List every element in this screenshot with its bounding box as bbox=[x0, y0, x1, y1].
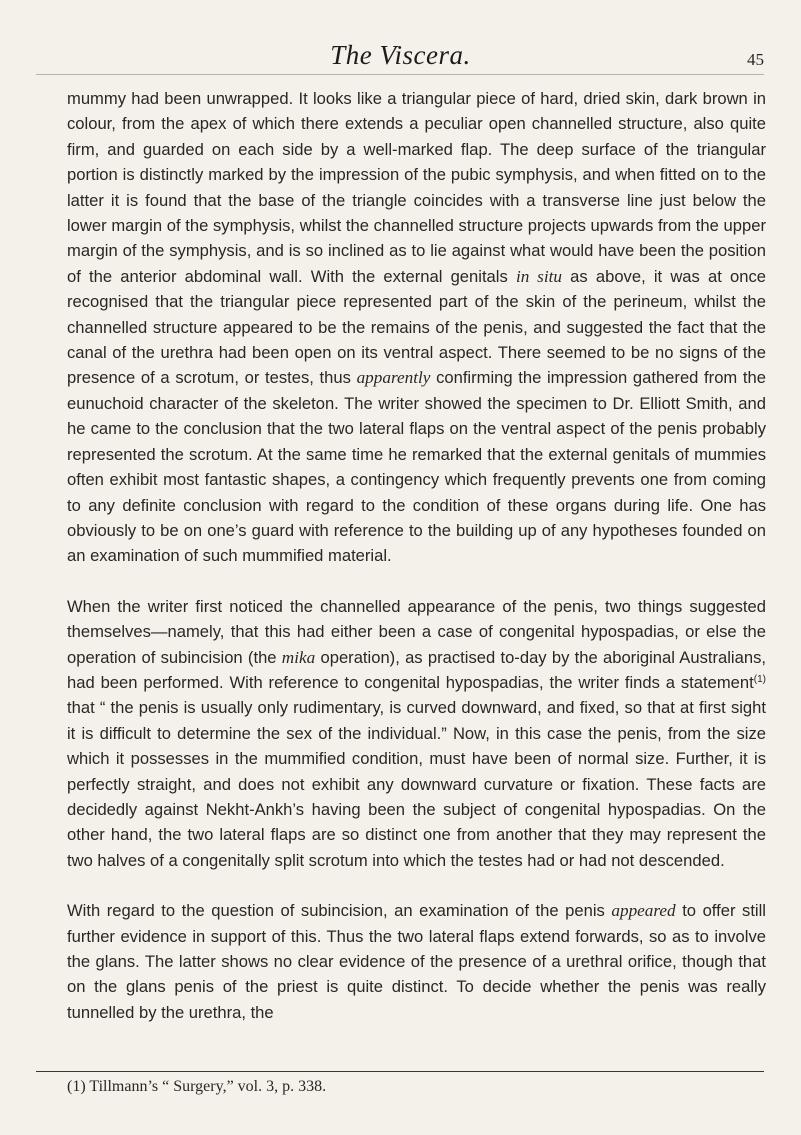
paragraph-1-text-b: as above, it was at once recognised that the triangular piece represented part of the skin of the perineum, whilst the channelled structure appeared to be the remains of the penis, and suggested the fact that the canal of the urethra had been open on its ventral aspect. There seemed to be no signs of the presence of a scrotum, or testes, thus bbox=[67, 266, 766, 388]
paragraph-1 bbox=[67, 86, 766, 569]
italic-mika: mika bbox=[281, 647, 316, 667]
paragraph-3-text-b: to offer still further evidence in support of this. Thus the two lateral flaps extend forwards, so as to involve the glans. The latter shows no clear evidence of the presence of a urethral orifice, though that on the glans penis of the priest is quite distinct. To decide whether the penis was really tunnelled by the urethra, the bbox=[67, 901, 766, 1022]
paragraph-2-text-a: When the writer first noticed the channelled appearance of the penis, two things suggested themselves—namely, that this had either been a case of congenital hypospadias, or else the operation of subincision (the bbox=[67, 596, 766, 667]
footnote-reference: (1) bbox=[753, 673, 766, 685]
paragraph-2 bbox=[67, 594, 766, 873]
header-rule bbox=[36, 74, 764, 75]
paragraph-3 bbox=[67, 898, 766, 1025]
paragraph-1-text-a: mummy had been unwrapped. It looks like a triangular piece of hard, dried skin, dark brown in colour, from the apex of which there extends a peculiar open channelled structure, also quite firm, and guarded on each side by a well-marked flap. The deep surface of the triangular portion is distinctly marked by the impression of the pubic symphysis, and when fitted on to the latter it is found that the base of the triangle coincides with a transverse line just below the lower margin of the symphysis, whilst the channelled structure projects upwards from the upper margin of the symphysis, and is so inclined as to lie against what would have been the position of the anterior abdominal wall. With the external genitals bbox=[67, 89, 766, 286]
running-head-title: The Viscera. bbox=[330, 40, 471, 70]
italic-apparently: apparently bbox=[356, 368, 431, 388]
page-number: 45 bbox=[747, 50, 764, 69]
footnote: (1) Tillmann’s “ Surgery,” vol. 3, p. 338. bbox=[67, 1078, 327, 1095]
paragraph-3-text-a: With regard to the question of subincision, an examination of the penis bbox=[67, 901, 612, 921]
footnote-rule bbox=[36, 1071, 764, 1072]
paragraph-2-text-c: that “ the penis is usually only rudimentary, is curved downward, and fixed, so that at first sight it is difficult to determine the sex of the individual.” Now, in this case the penis, from the size which it possesses in the mummified condition, must have been of normal size. Further, it is perfectly straight, and does not exhibit any downward curvature or fixation. These facts are decidedly against Nekht-Ankh’s having been the subject of congenital hypospadias. On the other hand, the two lateral flaps are so distinct one from another that they may represent the two halves of a congenitally split scrotum into which the testes had or had not descended. bbox=[67, 698, 766, 870]
paragraph-2-text-b: operation), as practised to-day by the aboriginal Australians, had been performed. With reference to congenital hypospadias, the writer finds a statement bbox=[67, 647, 766, 692]
italic-in-situ: in situ bbox=[515, 266, 562, 286]
body-text bbox=[67, 86, 766, 1025]
paragraph-1-text-c: confirming the impression gathered from the eunuchoid character of the skeleton. The writer showed the specimen to Dr. Elliott Smith, and he came to the conclusion that the two lateral flaps on the ventral aspect of the penis probably represented the scrotum. At the same time he remarked that the external genitals of mummies often exhibit most fantastic shapes, a contingency which frequently prevents one from coming to any definite conclusion with regard to the condition of these organs during life. One has obviously to be on one’s guard with reference to the building up of any hypotheses founded on an examination of such mummified material. bbox=[67, 368, 766, 566]
italic-appeared: appeared bbox=[611, 901, 676, 921]
